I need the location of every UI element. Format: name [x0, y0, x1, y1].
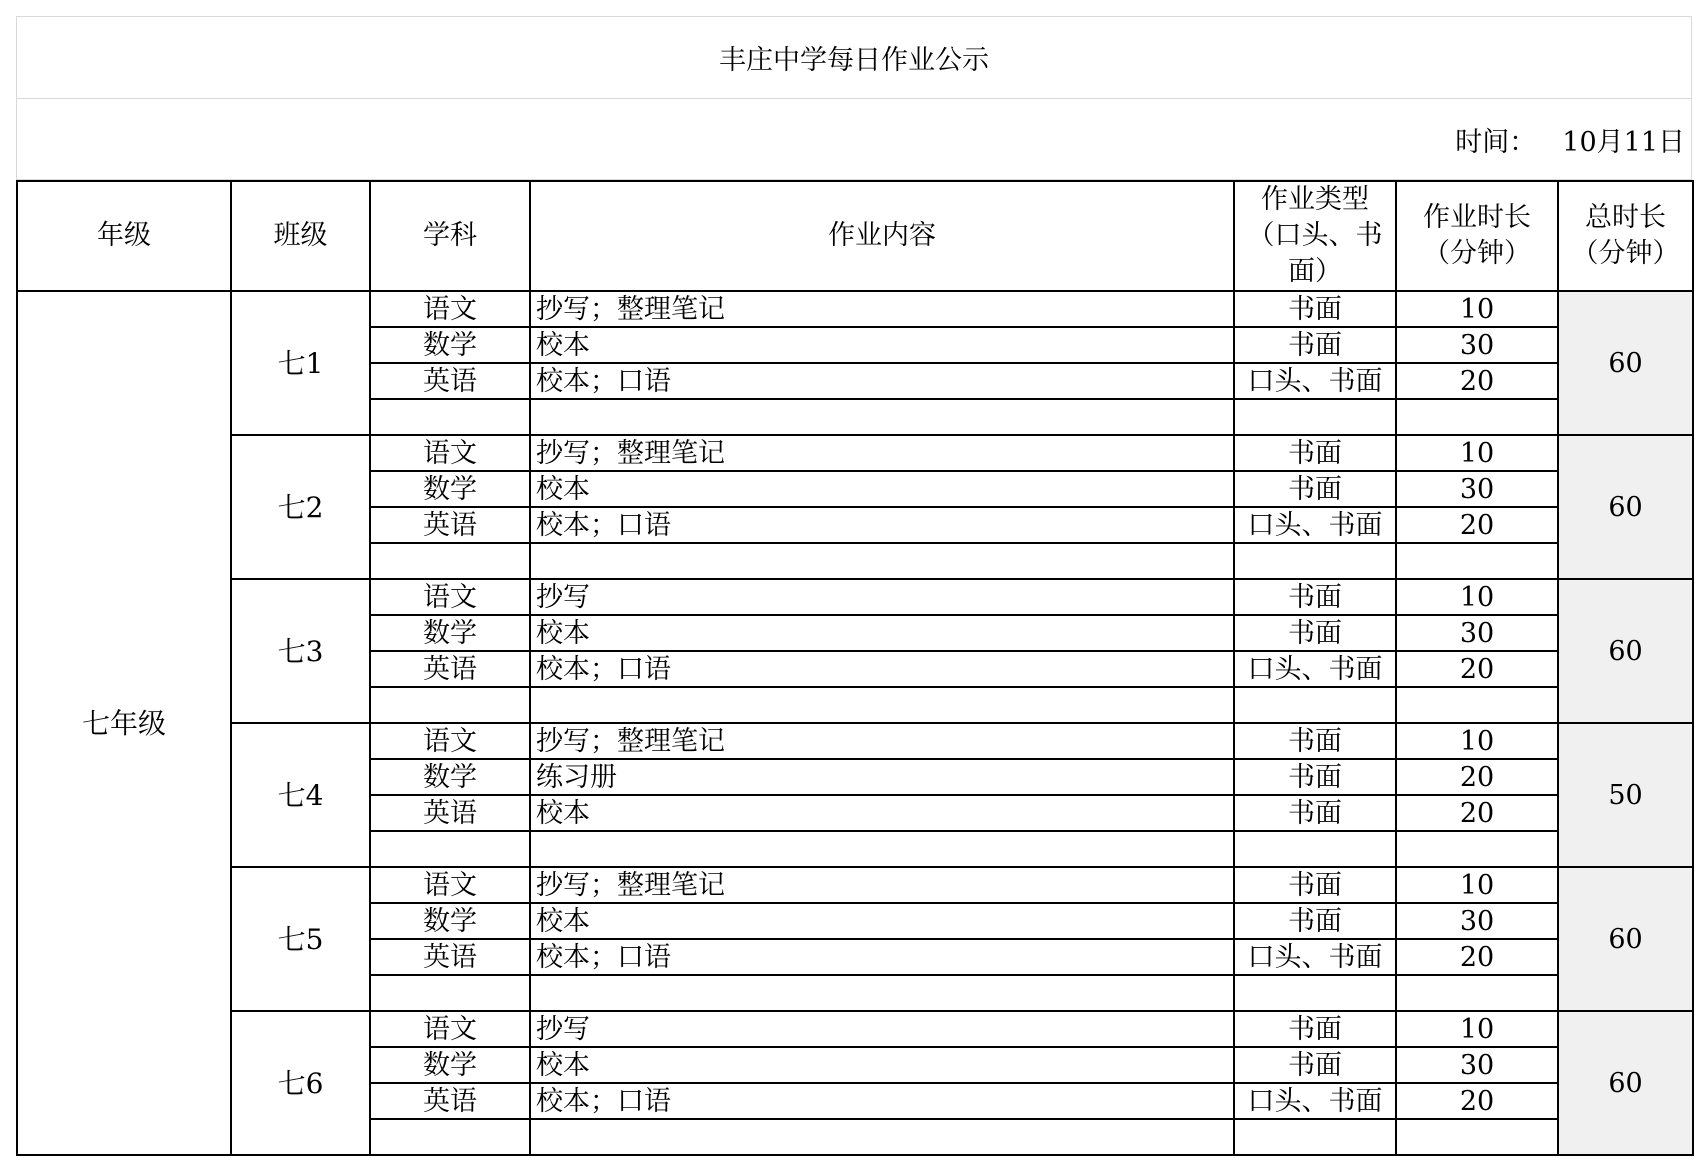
- subject-cell[interactable]: [370, 543, 530, 579]
- subject-cell[interactable]: 英语: [370, 1083, 530, 1119]
- total-cell[interactable]: 60: [1558, 867, 1693, 1011]
- content-cell[interactable]: 校本；口语: [530, 363, 1234, 399]
- grade-cell[interactable]: 七年级: [17, 291, 231, 1155]
- subject-cell[interactable]: [370, 399, 530, 435]
- type-cell[interactable]: [1234, 831, 1396, 867]
- total-cell[interactable]: 60: [1558, 291, 1693, 435]
- type-cell[interactable]: [1234, 1119, 1396, 1155]
- content-cell[interactable]: 抄写；整理笔记: [530, 435, 1234, 471]
- type-cell[interactable]: [1234, 975, 1396, 1011]
- content-cell[interactable]: 抄写；整理笔记: [530, 867, 1234, 903]
- content-cell[interactable]: 校本: [530, 471, 1234, 507]
- duration-cell[interactable]: 20: [1396, 939, 1558, 975]
- duration-cell[interactable]: 30: [1396, 327, 1558, 363]
- type-cell[interactable]: 书面: [1234, 903, 1396, 939]
- type-cell[interactable]: 书面: [1234, 795, 1396, 831]
- type-cell[interactable]: 书面: [1234, 471, 1396, 507]
- date-row[interactable]: [16, 98, 1692, 180]
- content-cell[interactable]: [530, 831, 1234, 867]
- class-cell[interactable]: 七2: [231, 435, 370, 579]
- subject-cell[interactable]: 数学: [370, 903, 530, 939]
- duration-cell[interactable]: 20: [1396, 651, 1558, 687]
- duration-cell[interactable]: 10: [1396, 723, 1558, 759]
- content-cell[interactable]: [530, 975, 1234, 1011]
- table-row: [17, 579, 1693, 615]
- total-cell[interactable]: 60: [1558, 1011, 1693, 1155]
- header-grade[interactable]: 年级: [17, 181, 231, 291]
- subject-cell[interactable]: [370, 831, 530, 867]
- duration-cell[interactable]: [1396, 831, 1558, 867]
- subject-cell[interactable]: 数学: [370, 327, 530, 363]
- type-cell[interactable]: 书面: [1234, 723, 1396, 759]
- total-cell[interactable]: 60: [1558, 579, 1693, 723]
- duration-cell[interactable]: [1396, 399, 1558, 435]
- duration-cell[interactable]: 20: [1396, 759, 1558, 795]
- type-cell[interactable]: 口头、书面: [1234, 363, 1396, 399]
- duration-cell[interactable]: 30: [1396, 471, 1558, 507]
- subject-cell[interactable]: [370, 975, 530, 1011]
- duration-cell[interactable]: [1396, 975, 1558, 1011]
- content-cell[interactable]: 校本；口语: [530, 1083, 1234, 1119]
- type-cell[interactable]: 书面: [1234, 327, 1396, 363]
- date-value: 10月11日: [1562, 126, 1685, 158]
- subject-cell[interactable]: 英语: [370, 651, 530, 687]
- content-cell[interactable]: 校本: [530, 795, 1234, 831]
- date-label: 时间：: [1455, 126, 1537, 158]
- sheet-title-cell[interactable]: [16, 16, 1692, 98]
- content-cell[interactable]: 校本: [530, 1047, 1234, 1083]
- subject-cell[interactable]: 英语: [370, 795, 530, 831]
- subject-cell[interactable]: 英语: [370, 939, 530, 975]
- duration-cell[interactable]: 30: [1396, 615, 1558, 651]
- content-cell[interactable]: 校本: [530, 327, 1234, 363]
- subject-cell[interactable]: 数学: [370, 759, 530, 795]
- type-cell[interactable]: [1234, 399, 1396, 435]
- content-cell[interactable]: 校本: [530, 615, 1234, 651]
- spreadsheet: [16, 16, 1692, 1156]
- subject-cell[interactable]: 英语: [370, 507, 530, 543]
- header-total[interactable]: 总时长（分钟）: [1558, 181, 1693, 291]
- content-cell[interactable]: 练习册: [530, 759, 1234, 795]
- type-cell[interactable]: 书面: [1234, 291, 1396, 327]
- subject-cell[interactable]: [370, 687, 530, 723]
- class-cell[interactable]: 七5: [231, 867, 370, 1011]
- table-row: [17, 867, 1693, 903]
- subject-cell[interactable]: 语文: [370, 291, 530, 327]
- header-subject[interactable]: 学科: [370, 181, 530, 291]
- subject-cell[interactable]: 数学: [370, 1047, 530, 1083]
- duration-cell[interactable]: 30: [1396, 1047, 1558, 1083]
- type-cell[interactable]: 书面: [1234, 1047, 1396, 1083]
- content-cell[interactable]: 抄写: [530, 579, 1234, 615]
- duration-cell[interactable]: 10: [1396, 867, 1558, 903]
- duration-cell[interactable]: 20: [1396, 363, 1558, 399]
- table-row: [17, 723, 1693, 759]
- header-content[interactable]: 作业内容: [530, 181, 1234, 291]
- subject-cell[interactable]: 数学: [370, 615, 530, 651]
- table-row: [17, 435, 1693, 471]
- subject-cell[interactable]: 语文: [370, 723, 530, 759]
- content-cell[interactable]: [530, 687, 1234, 723]
- content-cell[interactable]: 校本；口语: [530, 939, 1234, 975]
- type-cell[interactable]: [1234, 687, 1396, 723]
- duration-cell[interactable]: 10: [1396, 1011, 1558, 1047]
- type-cell[interactable]: 书面: [1234, 579, 1396, 615]
- subject-cell[interactable]: [370, 1119, 530, 1155]
- homework-table: [16, 180, 1694, 1156]
- total-cell[interactable]: 60: [1558, 435, 1693, 579]
- subject-cell[interactable]: 语文: [370, 867, 530, 903]
- header-duration[interactable]: 作业时长（分钟）: [1396, 181, 1558, 291]
- type-cell[interactable]: 口头、书面: [1234, 651, 1396, 687]
- sheet-title: 丰庄中学每日作业公示: [719, 45, 989, 76]
- duration-cell[interactable]: 20: [1396, 507, 1558, 543]
- duration-cell[interactable]: 20: [1396, 1083, 1558, 1119]
- class-cell[interactable]: 七1: [231, 291, 370, 435]
- header-row: [17, 181, 1693, 291]
- duration-cell[interactable]: [1396, 543, 1558, 579]
- type-cell[interactable]: 口头、书面: [1234, 939, 1396, 975]
- content-cell[interactable]: 校本；口语: [530, 651, 1234, 687]
- content-cell[interactable]: 校本；口语: [530, 507, 1234, 543]
- type-cell[interactable]: 书面: [1234, 759, 1396, 795]
- type-cell[interactable]: 口头、书面: [1234, 507, 1396, 543]
- class-cell[interactable]: 七6: [231, 1011, 370, 1155]
- content-cell[interactable]: [530, 1119, 1234, 1155]
- content-cell[interactable]: [530, 399, 1234, 435]
- duration-cell[interactable]: 20: [1396, 795, 1558, 831]
- header-class[interactable]: 班级: [231, 181, 370, 291]
- content-cell[interactable]: 抄写；整理笔记: [530, 723, 1234, 759]
- subject-cell[interactable]: 英语: [370, 363, 530, 399]
- duration-cell[interactable]: 10: [1396, 291, 1558, 327]
- subject-cell[interactable]: 语文: [370, 1011, 530, 1047]
- type-cell[interactable]: [1234, 543, 1396, 579]
- subject-cell[interactable]: 数学: [370, 471, 530, 507]
- table-row: [17, 291, 1693, 327]
- content-cell[interactable]: 抄写；整理笔记: [530, 291, 1234, 327]
- header-type[interactable]: 作业类型（口头、书面）: [1234, 181, 1396, 291]
- type-cell[interactable]: 口头、书面: [1234, 1083, 1396, 1119]
- content-cell[interactable]: 校本: [530, 903, 1234, 939]
- class-cell[interactable]: 七4: [231, 723, 370, 867]
- total-cell[interactable]: 50: [1558, 723, 1693, 867]
- class-cell[interactable]: 七3: [231, 579, 370, 723]
- type-cell[interactable]: 书面: [1234, 435, 1396, 471]
- duration-cell[interactable]: [1396, 687, 1558, 723]
- table-row: [17, 1011, 1693, 1047]
- subject-cell[interactable]: 语文: [370, 435, 530, 471]
- duration-cell[interactable]: 10: [1396, 579, 1558, 615]
- content-cell[interactable]: [530, 543, 1234, 579]
- duration-cell[interactable]: 30: [1396, 903, 1558, 939]
- type-cell[interactable]: 书面: [1234, 1011, 1396, 1047]
- duration-cell[interactable]: 10: [1396, 435, 1558, 471]
- duration-cell[interactable]: [1396, 1119, 1558, 1155]
- type-cell[interactable]: 书面: [1234, 615, 1396, 651]
- subject-cell[interactable]: 语文: [370, 579, 530, 615]
- content-cell[interactable]: 抄写: [530, 1011, 1234, 1047]
- type-cell[interactable]: 书面: [1234, 867, 1396, 903]
